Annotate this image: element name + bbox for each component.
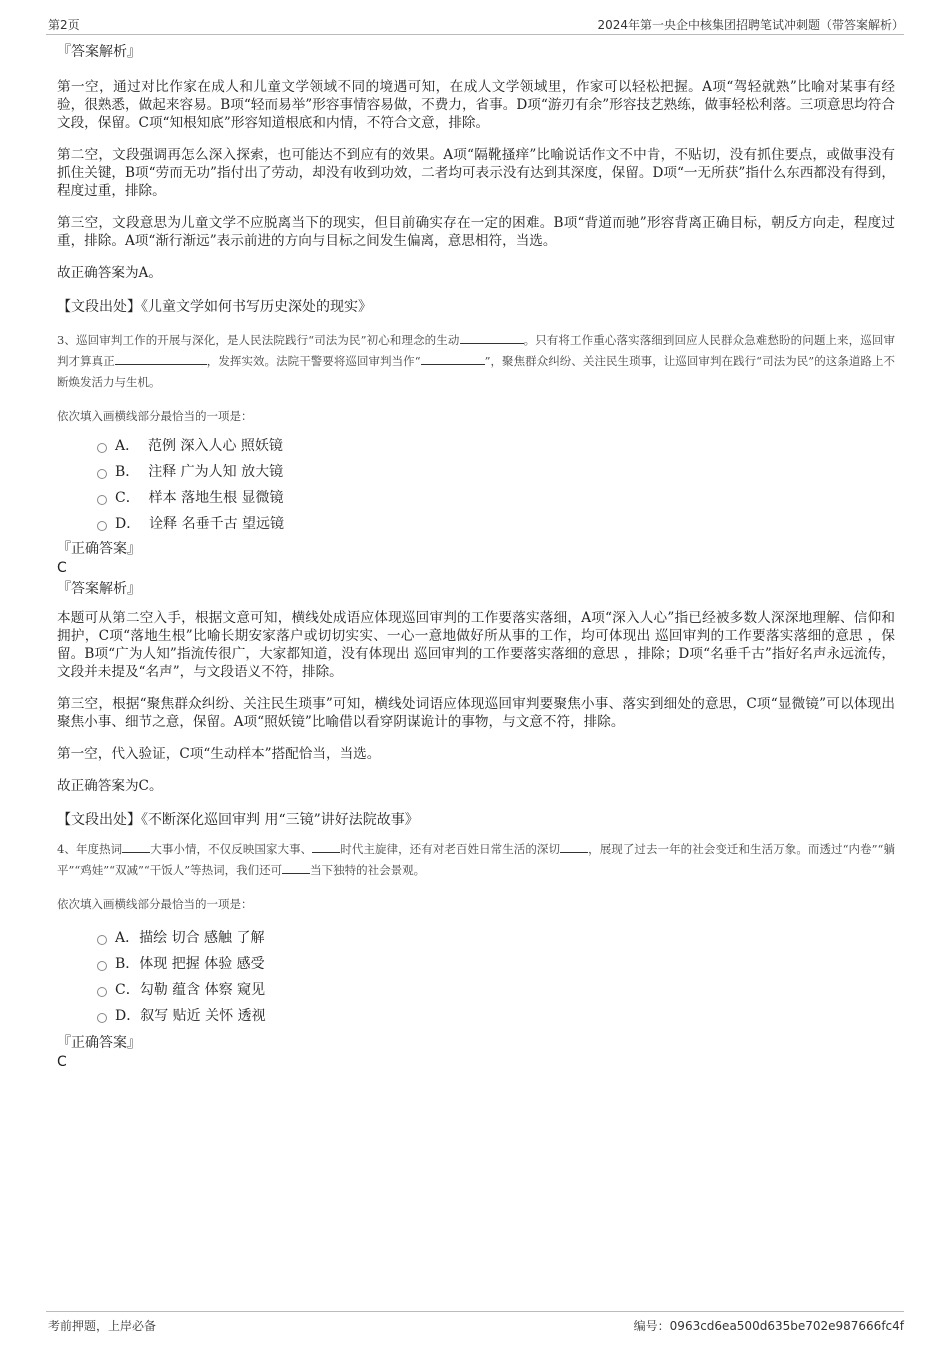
fill-blank — [122, 840, 150, 853]
fill-blank — [421, 352, 485, 365]
answer-conclusion: 故正确答案为A。 — [57, 265, 162, 281]
question-prompt: 依次填入画横线部分最恰当的一项是： — [57, 897, 253, 911]
option-c[interactable]: C． 样本 落地生根 显微镜 — [97, 485, 895, 511]
options-list — [97, 925, 895, 1029]
page-header — [46, 14, 904, 35]
analysis-label: 『答案解析』 — [57, 581, 141, 597]
option-d[interactable]: D． 诠释 名垂千古 望远镜 — [97, 511, 895, 537]
fill-blank — [115, 352, 207, 365]
footer-slogan: 考前押题，上岸必备 — [48, 1319, 157, 1333]
radio-icon[interactable] — [97, 443, 107, 453]
analysis-paragraph: 第三空，根据“聚焦群众纠纷、关注民生琐事”可知，横线处词语应体现巡回审判要聚焦小事、落实到细处的意思，C项“显微镜”可以体现出聚焦小事、细节之意，保留。A项“照妖镜”比喻借以看穿阴谋诡计的事物，与文意不符，排除。 — [57, 696, 895, 730]
fill-blank — [560, 840, 588, 853]
correct-answer-label: 『正确答案』 — [57, 1035, 141, 1051]
option-b[interactable]: B． 体现 把握 体验 感受 — [97, 951, 895, 977]
page-number: 第2页 — [48, 18, 80, 32]
source-citation: 【文段出处】《不断深化巡回审判 用“三镜”讲好法院故事》 — [57, 812, 419, 828]
radio-icon[interactable] — [97, 1013, 107, 1023]
analysis-paragraph: 第三空，文段意思为儿童文学不应脱离当下的现实，但目前确实存在一定的困难。B项“背道而驰”形容背离正确目标，朝反方向走，程度过重，排除。A项“渐行渐远”表示前进的方向与目标之间发生偏离，意思相符，当选。 — [57, 215, 895, 249]
options-list — [97, 433, 895, 537]
fill-blank — [312, 840, 340, 853]
analysis-paragraph: 本题可从第二空入手，根据文意可知，横线处成语应体现巡回审判的工作要落实落细，A项“深入人心”指已经被多数人深深地理解、信仰和拥护，C项“落地生根”比喻长期安家落户或切切实实、一心一意地做好所从事的工作，均可体现出 巡回审判的工作要落实落细的意思 ，保留。B项“广为人知”指流传很广，大家都知道，没有体现出 巡回审判的工作要落实落细的意思 ，排除；D项“名垂千古”指好名声永远流传，文段并未提及“名声”，与文段语义不符，排除。 — [57, 610, 895, 680]
document-title: 2024年第一央企中核集团招聘笔试冲刺题（带答案解析） — [597, 18, 904, 32]
radio-icon[interactable] — [97, 961, 107, 971]
radio-icon[interactable] — [97, 987, 107, 997]
analysis-label: 『答案解析』 — [57, 44, 141, 60]
radio-icon[interactable] — [97, 521, 107, 531]
fill-blank — [460, 331, 524, 344]
correct-answer: C — [57, 1054, 67, 1070]
question-4-stem: 4、年度热词 大事小情，不仅反映国家大事、 时代主旋律，还有对老百姓日常生活的深切 ，展现了过去一年的社会变迁和生活万象。而透过“内卷”“躺平”“鸡娃”“双减”“干饭人”等热词，我们还可 当下独特的社会景观。 — [57, 842, 895, 877]
radio-icon[interactable] — [97, 469, 107, 479]
question-3-stem: 3、巡回审判工作的开展与深化，是人民法院践行“司法为民”初心和理念的生动 。只有将工作重心落实落细到回应人民群众急难愁盼的问题上来，巡回审判才算真正 ，发挥实效。法院干警要将巡回审判当作“ ”，聚焦群众纠纷、关注民生琐事，让巡回审判在践行“司法为民”的这条道路上不断焕发活力与生机。 — [57, 333, 895, 389]
page-content — [57, 42, 895, 1071]
document-code: 编号：0963cd6ea500d635be702e987666fc4f — [633, 1319, 904, 1333]
option-b[interactable]: B． 注释 广为人知 放大镜 — [97, 459, 895, 485]
question-prompt: 依次填入画横线部分最恰当的一项是： — [57, 409, 253, 423]
analysis-paragraph: 第二空，文段强调再怎么深入探索，也可能达不到应有的效果。A项“隔靴搔痒”比喻说话作文不中肯，不贴切，没有抓住要点，或做事没有抓住关键，B项“劳而无功”指付出了劳动，却没有收到功效，二者均可表示没有达到其深度，保留。D项“一无所获”指什么东西都没有得到，程度过重，排除。 — [57, 147, 895, 199]
option-a[interactable]: A． 描绘 切合 感触 了解 — [97, 925, 895, 951]
source-citation: 【文段出处】《儿童文学如何书写历史深处的现实》 — [57, 299, 372, 315]
option-d[interactable]: D． 叙写 贴近 关怀 透视 — [97, 1003, 895, 1029]
option-c[interactable]: C． 勾勒 蕴含 体察 窥见 — [97, 977, 895, 1003]
correct-answer-label: 『正确答案』 — [57, 541, 141, 557]
correct-answer: C — [57, 560, 67, 576]
analysis-paragraph: 第一空，通过对比作家在成人和儿童文学领域不同的境遇可知，在成人文学领域里，作家可以轻松把握。A项“驾轻就熟”比喻对某事有经验，很熟悉，做起来容易。B项“轻而易举”形容事情容易做，不费力，省事。D项“游刃有余”形容技艺熟练，做事轻松利落。三项意思均符合文段，保留。C项“知根知底”形容知道根底和内情，不符合文意，排除。 — [57, 79, 895, 131]
option-a[interactable]: A． 范例 深入人心 照妖镜 — [97, 433, 895, 459]
radio-icon[interactable] — [97, 935, 107, 945]
radio-icon[interactable] — [97, 495, 107, 505]
page-footer — [46, 1311, 904, 1336]
analysis-paragraph: 第一空，代入验证，C项“生动样本”搭配恰当，当选。 — [57, 746, 381, 762]
fill-blank — [282, 861, 310, 874]
answer-conclusion: 故正确答案为C。 — [57, 778, 163, 794]
